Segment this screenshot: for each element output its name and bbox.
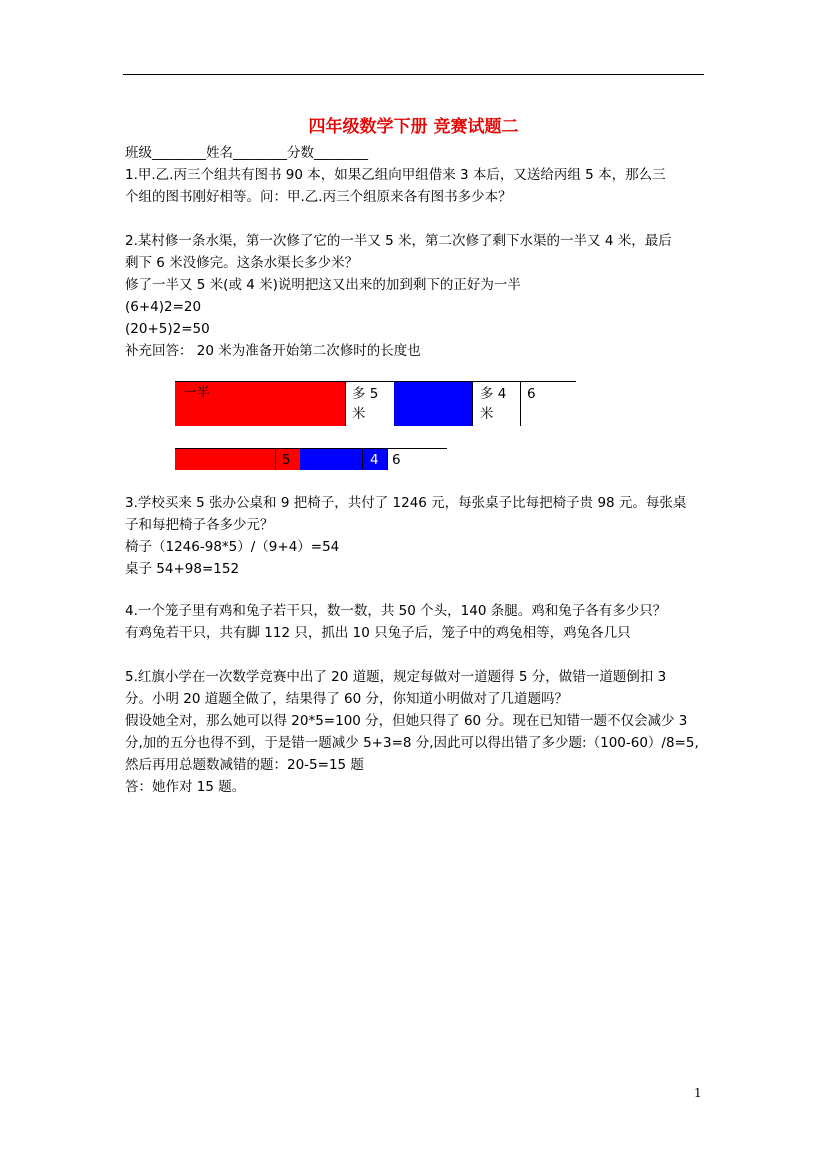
q5-line-5: 然后再用总题数减错的题：20-5=15 题 [125, 757, 364, 773]
q3-line-1: 3.学校买来 5 张办公桌和 9 把椅子，共付了 1246 元，每张桌子比每把椅子贵 98 元。每张桌 [125, 495, 687, 511]
q5-line-4: 分,加的五分也得不到，于是错一题减少 5+3=8 分,因此可以得出错了多少题:（100-60）/8=5, [125, 735, 699, 751]
six-label-bottom: 6 [392, 452, 401, 468]
five-label: 5 [282, 452, 291, 468]
q2-line-4: (6+4)2=20 [125, 299, 202, 315]
bottom-divider-3 [387, 449, 388, 470]
q5-line-1: 5.红旗小学在一次数学竞赛中出了 20 道题，规定每做对一道题得 5 分，做错一道题倒扣 3 [125, 669, 667, 685]
q2-line-3: 修了一半又 5 米(或 4 米)说明把这又出来的加到剩下的正好为一半 [125, 277, 521, 293]
q3-line-2: 子和每把椅子各多少元？ [125, 517, 274, 533]
q1-line-2: 个组的图书刚好相等。问：甲.乙.丙三个组原来各有图书多少本？ [125, 189, 512, 205]
divider-1 [345, 382, 346, 426]
page-title: 四年级数学下册 竞赛试题二 [308, 117, 519, 137]
q3-line-4: 桌子 54+98=152 [125, 561, 240, 577]
page-number: 1 [694, 1086, 702, 1100]
half-label: 一半 [183, 385, 210, 401]
header-rule [123, 74, 704, 75]
q2-line-5: (20+5)2=50 [125, 321, 210, 337]
q3-line-3: 椅子（1246-98*5）/（9+4）=54 [125, 539, 340, 555]
q4-line-1: 4.一个笼子里有鸡和兔子若干只，数一数，共 50 个头，140 条腿。鸡和兔子各有多少只？ [125, 603, 667, 619]
divider-3 [520, 382, 521, 426]
q2-line-2: 剩下 6 米没修完。这条水渠长多少米？ [125, 255, 359, 271]
quarter-blue-segment [394, 382, 472, 426]
more5-label-line1: 多 5 [352, 386, 379, 402]
more4-label-line2: 米 [480, 406, 494, 422]
q4-line-2: 有鸡兔若干只，共有脚 112 只，抓出 10 只兔子后，笼子中的鸡兔相等，鸡兔各几只 [125, 625, 631, 641]
bottom-divider-1 [275, 449, 276, 470]
four-label: 4 [370, 452, 379, 468]
q1-line-1: 1.甲.乙.丙三个组共有图书 90 本，如果乙组向甲组借来 3 本后，又送给丙组 5 本，那么三 [125, 167, 666, 183]
q2-line-1: 2.某村修一条水渠，第一次修了它的一半又 5 米，第二次修了剩下水渠的一半又 4 米，最后 [125, 233, 672, 249]
six-label-top: 6 [527, 386, 536, 402]
more5-label-line2: 米 [352, 406, 366, 422]
bottom-divider-2 [362, 449, 363, 470]
header-info-line: 班级________姓名________分数________ [125, 145, 368, 161]
q5-line-2: 分。小明 20 道题全做了，结果得了 60 分，你知道小明做对了几道题吗？ [125, 691, 569, 707]
q2-line-6: 补充回答： 20 米为准备开始第二次修时的长度也 [125, 343, 421, 359]
more4-label-line1: 多 4 [480, 386, 507, 402]
q5-line-3: 假设她全对，那么她可以得 20*5=100 分，但她只得了 60 分。现在已知错一题不仅会减少 3 [125, 713, 688, 729]
q5-line-6: 答：她作对 15 题。 [125, 779, 246, 795]
divider-2 [472, 382, 473, 426]
